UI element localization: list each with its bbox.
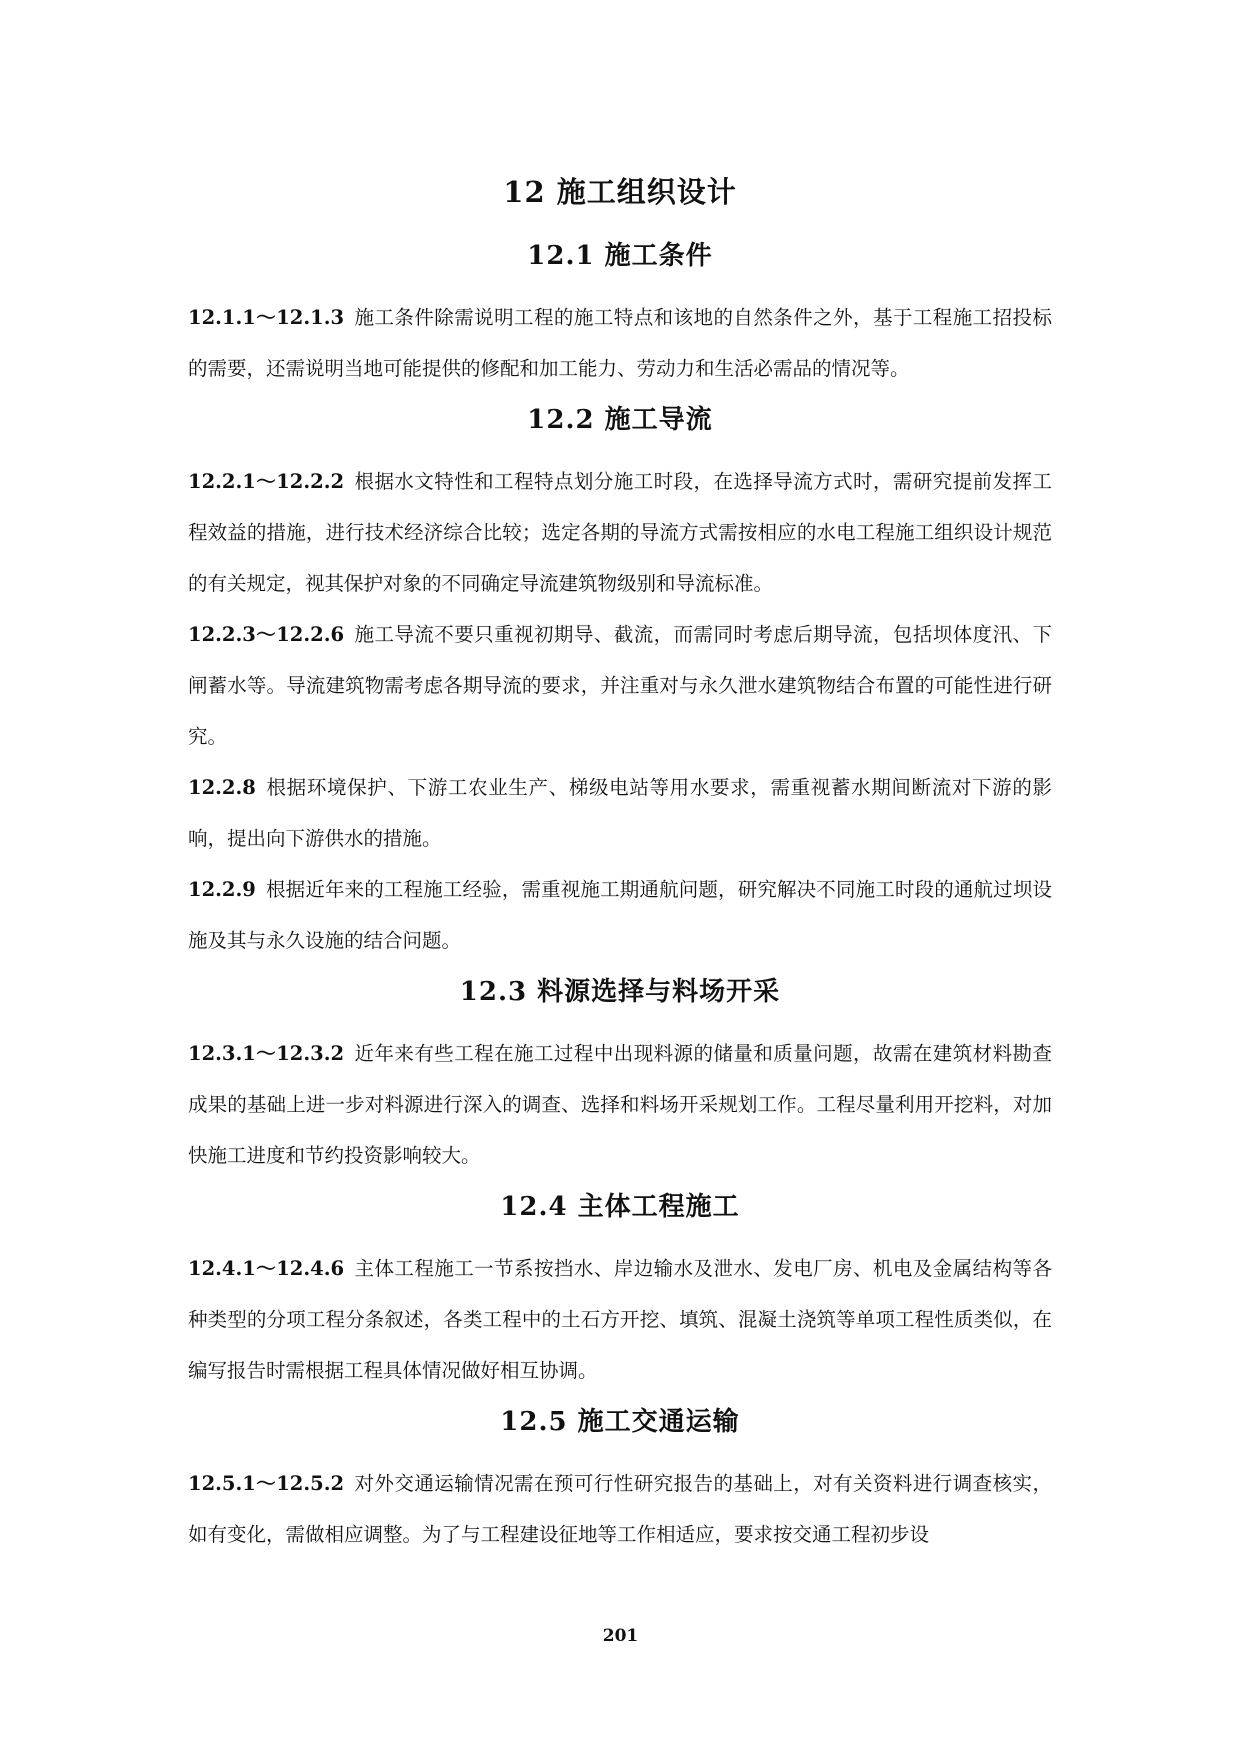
section-body-12-5 bbox=[188, 1458, 1052, 1560]
clause-text: 根据环境保护、下游工农业生产、梯级电站等用水要求，需重视蓄水期间断流对下游的影响，提出向下游供水的措施。 bbox=[188, 776, 1052, 850]
clause-text: 近年来有些工程在施工过程中出现料源的储量和质量问题，故需在建筑材料勘查成果的基础上进一步对料源进行深入的调查、选择和料场开采规划工作。工程尽量利用开挖料，对加快施工进度和节约投资影响较大。 bbox=[188, 1042, 1052, 1167]
page-number: 201 bbox=[602, 1626, 639, 1646]
clause-number: 12.4.1～12.4.6 bbox=[188, 1257, 345, 1280]
clause-number: 12.2.3～12.2.6 bbox=[188, 623, 345, 646]
section-body-12-4 bbox=[188, 1243, 1052, 1396]
section-title-12-5: 12.5 施工交通运输 bbox=[500, 1407, 740, 1437]
clause-text: 施工导流不要只重视初期导、截流，而需同时考虑后期导流，包括坝体度汛、下闸蓄水等。导流建筑物需考虑各期导流的要求，并注重对与永久泄水建筑物结合布置的可能性进行研究。 bbox=[188, 623, 1052, 748]
section-body-12-2 bbox=[188, 456, 1052, 966]
clause-number: 12.2.8 bbox=[188, 776, 256, 799]
clause-paragraph bbox=[188, 762, 1052, 864]
clause-paragraph bbox=[188, 609, 1052, 762]
section-title-12-4: 12.4 主体工程施工 bbox=[500, 1192, 740, 1222]
page-content bbox=[188, 172, 1052, 1564]
section-title-12-2: 12.2 施工导流 bbox=[527, 405, 713, 435]
clause-text: 主体工程施工一节系按挡水、岸边输水及泄水、发电厂房、机电及金属结构等各种类型的分项工程分条叙述，各类工程中的土石方开挖、填筑、混凝土浇筑等单项工程性质类似，在编写报告时需根据工程具体情况做好相互协调。 bbox=[188, 1257, 1052, 1382]
section-title-12-1: 12.1 施工条件 bbox=[527, 241, 713, 271]
section-title-12-3: 12.3 料源选择与料场开采 bbox=[459, 977, 781, 1007]
section-body-12-3 bbox=[188, 1028, 1052, 1181]
clause-paragraph bbox=[188, 292, 1052, 394]
clause-text: 根据水文特性和工程特点划分施工时段，在选择导流方式时，需研究提前发挥工程效益的措施，进行技术经济综合比较；选定各期的导流方式需按相应的水电工程施工组织设计规范的有关规定，视其保护对象的不同确定导流建筑物级别和导流标准。 bbox=[188, 470, 1052, 595]
clause-paragraph bbox=[188, 456, 1052, 609]
clause-number: 12.1.1～12.1.3 bbox=[188, 306, 345, 329]
clause-text: 施工条件除需说明工程的施工特点和该地的自然条件之外，基于工程施工招投标的需要，还需说明当地可能提供的修配和加工能力、劳动力和生活必需品的情况等。 bbox=[188, 306, 1052, 380]
clause-number: 12.5.1～12.5.2 bbox=[188, 1472, 345, 1495]
clause-paragraph bbox=[188, 864, 1052, 966]
clause-paragraph bbox=[188, 1458, 1052, 1560]
clause-number: 12.3.1～12.3.2 bbox=[188, 1042, 345, 1065]
clause-text: 对外交通运输情况需在预可行性研究报告的基础上，对有关资料进行调查核实，如有变化，需做相应调整。为了与工程建设征地等工作相适应，要求按交通工程初步设 bbox=[188, 1472, 1052, 1546]
section-body-12-1 bbox=[188, 292, 1052, 394]
clause-paragraph bbox=[188, 1028, 1052, 1181]
clause-number: 12.2.1～12.2.2 bbox=[188, 470, 345, 493]
clause-number: 12.2.9 bbox=[188, 878, 256, 901]
chapter-title: 12 施工组织设计 bbox=[503, 175, 737, 209]
clause-text: 根据近年来的工程施工经验，需重视施工期通航问题，研究解决不同施工时段的通航过坝设施及其与永久设施的结合问题。 bbox=[188, 878, 1052, 952]
clause-paragraph bbox=[188, 1243, 1052, 1396]
